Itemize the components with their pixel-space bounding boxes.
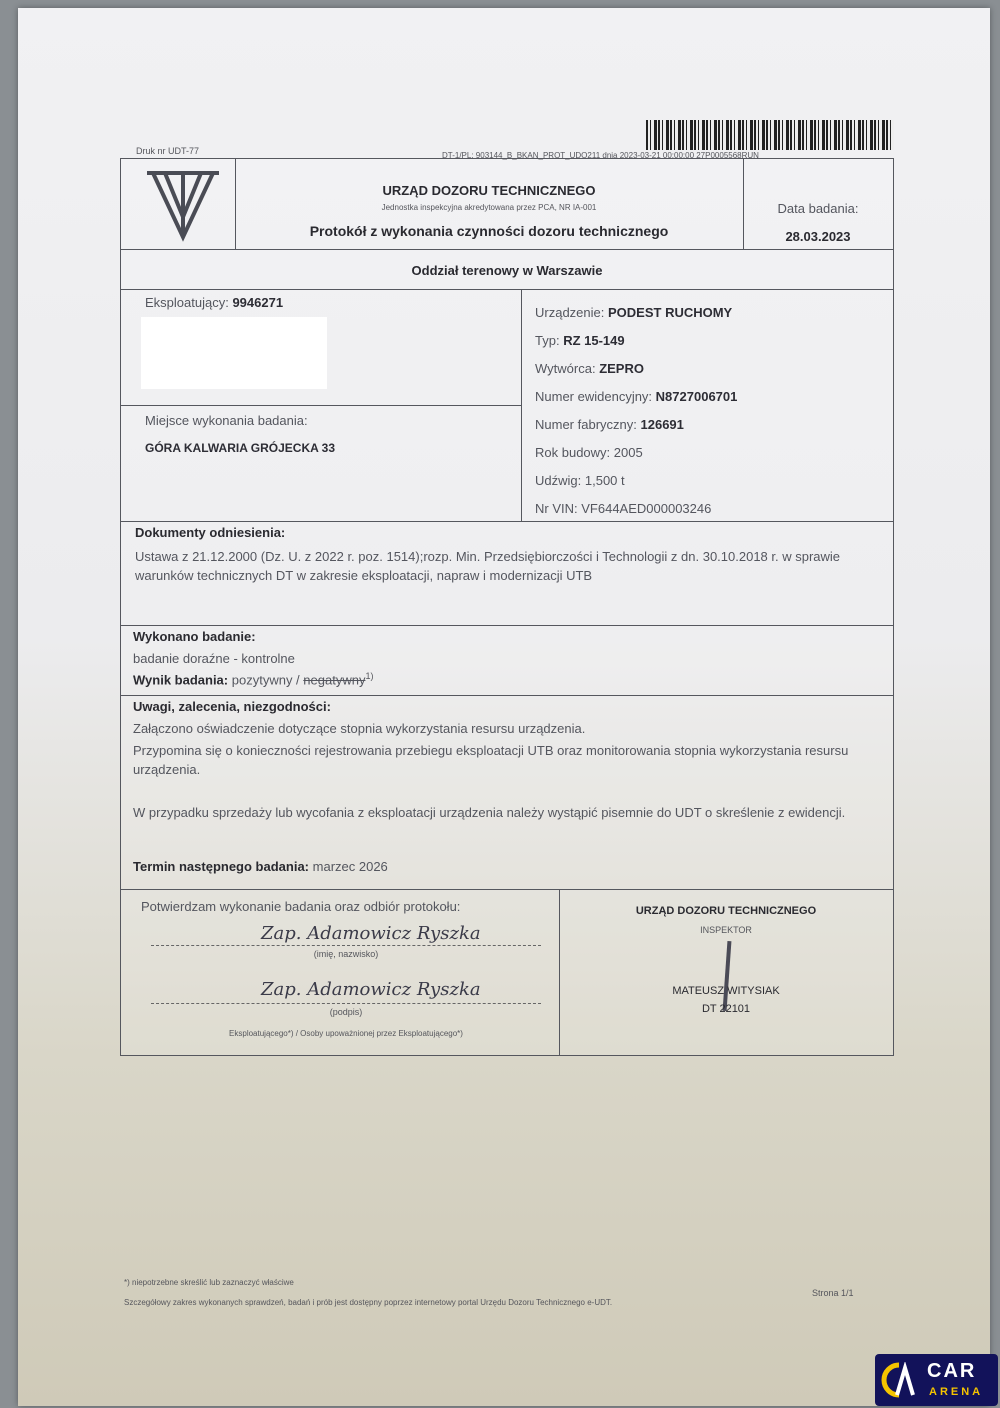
operator-value: 9946271 bbox=[232, 295, 284, 310]
watermark-text-top: CAR bbox=[927, 1360, 977, 1382]
confirm-footer-caption: Eksploatującego*) / Osoby upoważnionej przez Eksploatującego*) bbox=[229, 1029, 463, 1038]
date-value: 28.03.2023 bbox=[785, 229, 851, 244]
result-label: Wynik badania: bbox=[133, 672, 229, 688]
page-number: Strona 1/1 bbox=[812, 1288, 854, 1298]
document-reference: DT-1/PL: 903144_B_BKAN_PROT_UDO211 dnia 2023-03-21 00:00:00 27P0005568RUN bbox=[442, 151, 759, 160]
device-field-type: Typ: RZ 15-149 bbox=[535, 333, 625, 348]
date-label: Data badania: bbox=[777, 201, 859, 216]
exam-value: badanie doraźne - kontrolne bbox=[133, 651, 295, 666]
documents-text: Ustawa z 21.12.2000 (Dz. U. z 2022 r. poz. 1514);rozp. Min. Przedsiębiorczości i Technologii z dn. 30.10.2018 r. w sprawie warunków technicznych DT w zakresie eksploatacji, napraw i modernizacji UTB bbox=[135, 549, 841, 583]
signature-name: Zap. Adamowicz Ryszka bbox=[261, 923, 481, 944]
place-label: Miejsce wykonania badania: bbox=[145, 413, 308, 428]
car-arena-watermark bbox=[875, 1354, 998, 1406]
inspector-org: URZĄD DOZORU TECHNICZNEGO bbox=[635, 905, 817, 917]
next-exam-value: marzec 2026 bbox=[312, 859, 388, 874]
footer-note: Szczegółowy zakres wykonanych sprawdzeń, badań i prób jest dostępny poprzez internetowy portal Urzędu Dozoru Technicznego e-UDT. bbox=[124, 1298, 613, 1307]
remarks-line1: Załączono oświadczenie dotyczące stopnia wykorzystania resursu urządzenia. bbox=[133, 721, 586, 736]
remarks-line3: W przypadku sprzedaży lub wycofania z eksploatacji urządzenia należy wystąpić pisemnie do UDT o skreślenie z ewidencji. bbox=[133, 805, 846, 820]
device-field-registry: Numer ewidencyjny: N8727006701 bbox=[535, 389, 738, 404]
next-exam-label: Termin następnego badania: bbox=[133, 859, 310, 874]
car-arena-logo-icon bbox=[881, 1362, 917, 1398]
branch-name: Oddział terenowy w Warszawie bbox=[411, 263, 603, 278]
exam-result bbox=[133, 671, 373, 687]
watermark-text-bottom: ARENA bbox=[929, 1386, 984, 1398]
remarks-label: Uwagi, zalecenia, niezgodności: bbox=[133, 699, 331, 714]
place-value: GÓRA KALWARIA GRÓJECKA 33 bbox=[145, 441, 336, 455]
confirm-text: Potwierdzam wykonanie badania oraz odbiór protokołu: bbox=[141, 899, 461, 914]
protocol-form bbox=[120, 158, 894, 1056]
organization-name: URZĄD DOZORU TECHNICZNEGO bbox=[382, 183, 596, 198]
device-field-capacity: Udźwig: 1,500 t bbox=[535, 473, 625, 488]
next-exam bbox=[133, 859, 388, 874]
device-field-manufacturer: Wytwórca: ZEPRO bbox=[535, 361, 644, 376]
device-field-device: Urządzenie: PODEST RUCHOMY bbox=[535, 305, 733, 320]
protocol-title: Protokół z wykonania czynności dozoru technicznego bbox=[309, 223, 669, 239]
inspector-id: DT 22101 bbox=[701, 1003, 751, 1015]
result-mark: 1) bbox=[365, 671, 374, 681]
footnote: *) niepotrzebne skreślić lub zaznaczyć właściwe bbox=[124, 1278, 294, 1287]
form-code: Druk nr UDT-77 bbox=[136, 146, 200, 156]
device-fields bbox=[535, 299, 737, 523]
organization-subtitle: Jednostka inspekcyjna akredytowana przez PCA, NR IA-001 bbox=[381, 203, 597, 212]
signature-name-caption: (imię, nazwisko) bbox=[313, 949, 379, 959]
inspector-role: INSPEKTOR bbox=[700, 925, 752, 935]
remarks-line2: Przypomina się o konieczności rejestrowania przebiegu eksploatacji UTB oraz monitorowania stopnia wykorzystania resursu urządzenia. bbox=[133, 743, 849, 777]
result-positive: pozytywny / bbox=[231, 672, 300, 688]
device-field-year: Rok budowy: 2005 bbox=[535, 445, 643, 460]
redacted-box bbox=[141, 317, 327, 389]
device-field-vin: Nr VIN: VF644AED000003246 bbox=[535, 501, 712, 516]
signature-sign-caption: (podpis) bbox=[329, 1007, 363, 1017]
documents-label: Dokumenty odniesienia: bbox=[135, 525, 286, 540]
barcode bbox=[646, 120, 894, 150]
inspector-name: MATEUSZ WITYSIAK bbox=[672, 985, 780, 997]
device-field-serial: Numer fabryczny: 126691 bbox=[535, 417, 684, 432]
operator-label: Eksploatujący: bbox=[145, 295, 229, 310]
signature-sign: Zap. Adamowicz Ryszka bbox=[261, 979, 481, 1000]
operator-field bbox=[145, 295, 283, 310]
udt-logo-icon bbox=[143, 167, 223, 243]
exam-label: Wykonano badanie: bbox=[133, 629, 256, 644]
result-negative: negatywny bbox=[303, 672, 366, 688]
inspector-signature-stroke bbox=[723, 941, 732, 1011]
